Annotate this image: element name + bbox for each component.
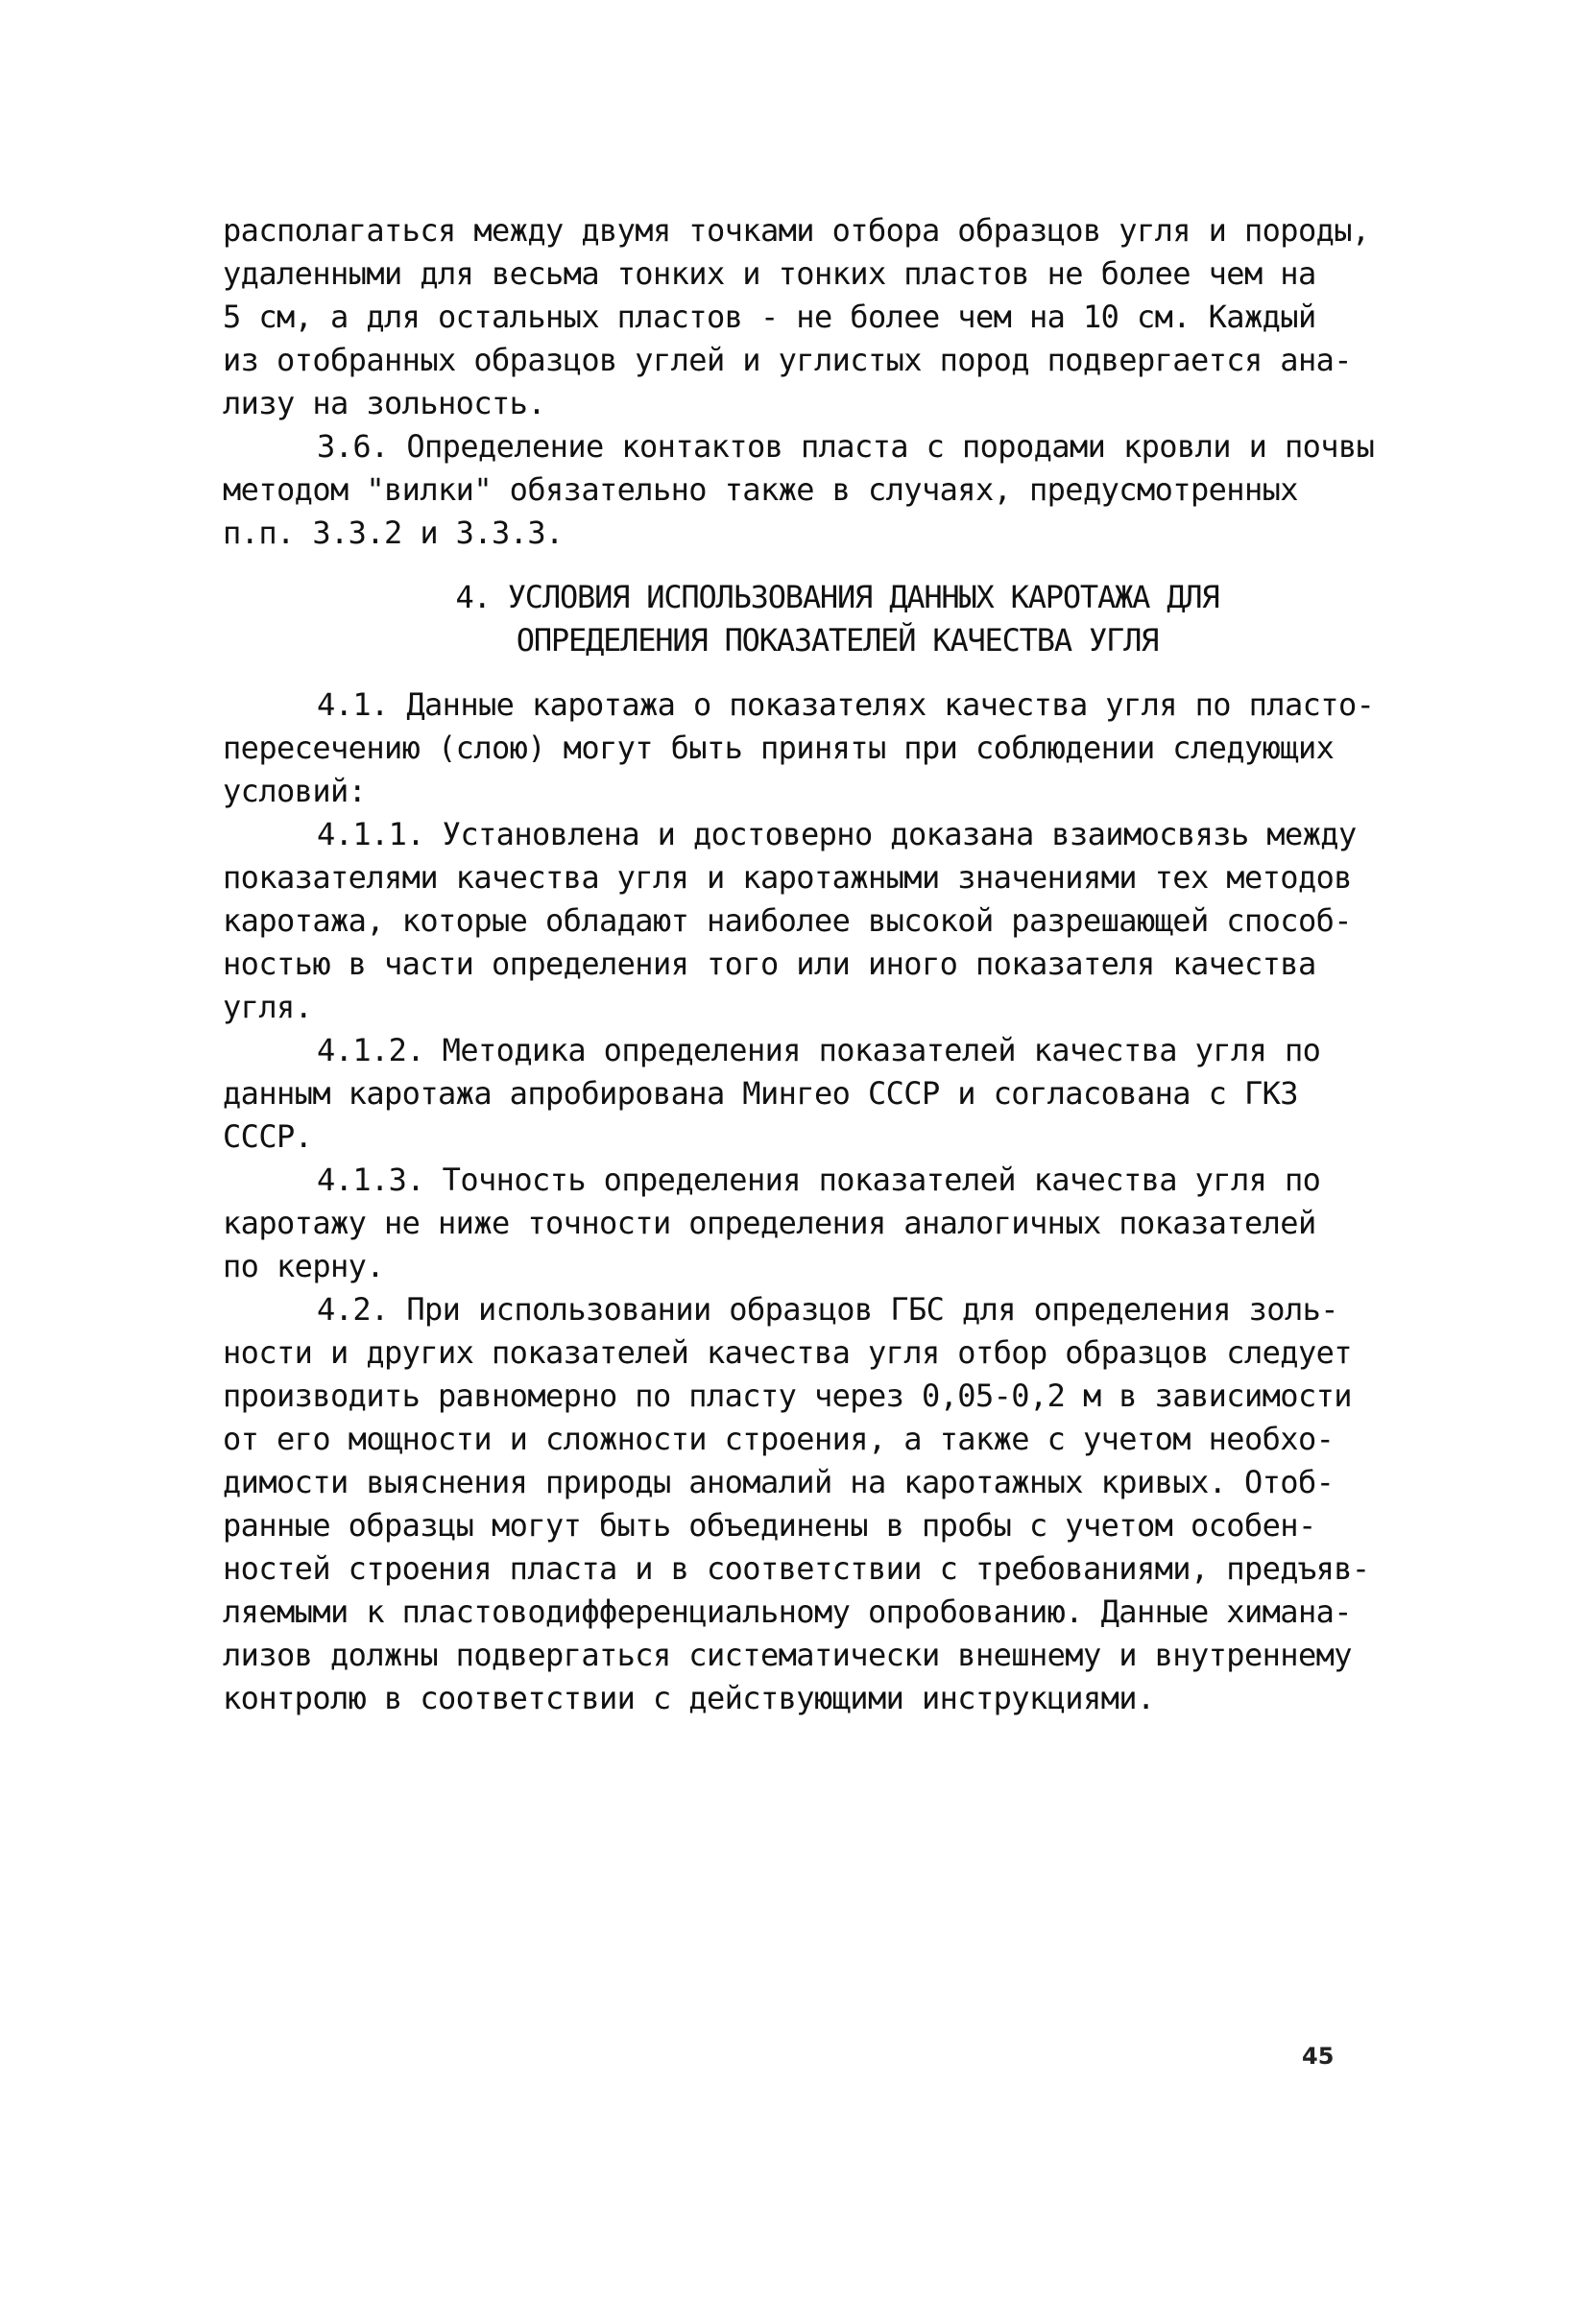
text-line: 4.1. Данные каротажа о показателях качества угля по пласто-	[317, 686, 1375, 723]
text-line: производить равномерно по пласту через 0,05-0,2 м в зависимости	[223, 1378, 1352, 1414]
paragraph-continuation	[223, 209, 1375, 425]
text-line: 4.1.2. Методика определения показателей качества угля по	[317, 1032, 1321, 1068]
text-line: 3.6. Определение контактов пласта с породами кровли и почвы	[317, 428, 1375, 465]
text-line: данным каротажа апробирована Мингео СССР и согласована с ГКЗ	[223, 1075, 1298, 1112]
text-line: каротажа, которые обладают наиболее высокой разрешающей способ-	[223, 902, 1352, 939]
spacer	[223, 662, 1375, 683]
text-line: контролю в соответствии с действующими инструкциями.	[223, 1680, 1155, 1716]
paragraph-4-2	[223, 1288, 1375, 1720]
text-line: ранные образцы могут быть объединены в пробы с учетом особен-	[223, 1507, 1316, 1544]
text-line: ностью в части определения того или иного показателя качества	[223, 946, 1316, 982]
text-line: каротажу не ниже точности определения аналогичных показателей	[223, 1205, 1316, 1241]
text-line: ности и других показателей качества угля отбор образцов следует	[223, 1334, 1352, 1371]
text-line: пересечению (слою) могут быть приняты при соблюдении следующих	[223, 730, 1335, 766]
section-heading	[223, 576, 1375, 662]
paragraph-4-1-2	[223, 1029, 1375, 1159]
spacer	[223, 555, 1375, 576]
paragraph-4-1-1	[223, 813, 1375, 1029]
text-line: удаленными для весьма тонких и тонких пластов не более чем на	[223, 255, 1316, 292]
page-number: 45	[1302, 2043, 1335, 2070]
text-line: угля.	[223, 989, 313, 1025]
text-line: располагаться между двумя точками отбора образцов угля и породы,	[223, 212, 1370, 249]
paragraph-4-1-3	[223, 1159, 1375, 1288]
paragraph-3-6	[223, 425, 1375, 555]
text-line: димости выяснения природы аномалий на каротажных кривых. Отоб-	[223, 1464, 1335, 1500]
text-line: СССР.	[223, 1118, 313, 1155]
text-line: ляемыми к пластоводифференциальному опробованию. Данные химана-	[223, 1593, 1352, 1630]
text-line: от его мощности и сложности строения, а также с учетом необхо-	[223, 1421, 1335, 1457]
heading-line: 4. УСЛОВИЯ ИСПОЛЬЗОВАНИЯ ДАННЫХ КАРОТАЖА ДЛЯ	[455, 579, 1219, 615]
text-line: условий:	[223, 773, 367, 809]
text-line: из отобранных образцов углей и углистых пород подвергается ана-	[223, 342, 1352, 378]
text-line: 5 см, а для остальных пластов - не более чем на 10 см. Каждый	[223, 299, 1316, 335]
text-line: п.п. 3.3.2 и 3.3.3.	[223, 515, 564, 551]
text-line: показателями качества угля и каротажными значениями тех методов	[223, 859, 1352, 896]
text-line: ностей строения пласта и в соответствии с требованиями, предъяв-	[223, 1550, 1370, 1587]
text-line: 4.1.3. Точность определения показателей качества угля по	[317, 1162, 1321, 1198]
text-column	[223, 209, 1375, 1720]
text-line: по керну.	[223, 1248, 384, 1284]
text-line: лизов должны подвергаться систематически внешнему и внутреннему	[223, 1637, 1352, 1673]
paragraph-4-1	[223, 683, 1375, 813]
text-line: лизу на зольность.	[223, 385, 545, 421]
text-line: 4.2. При использовании образцов ГБС для определения золь-	[317, 1291, 1338, 1328]
text-line: 4.1.1. Установлена и достоверно доказана взаимосвязь между	[317, 816, 1357, 852]
heading-line: ОПРЕДЕЛЕНИЯ ПОКАЗАТЕЛЕЙ КАЧЕСТВА УГЛЯ	[516, 622, 1159, 659]
text-line: методом "вилки" обязательно также в случаях, предусмотренных	[223, 471, 1298, 508]
